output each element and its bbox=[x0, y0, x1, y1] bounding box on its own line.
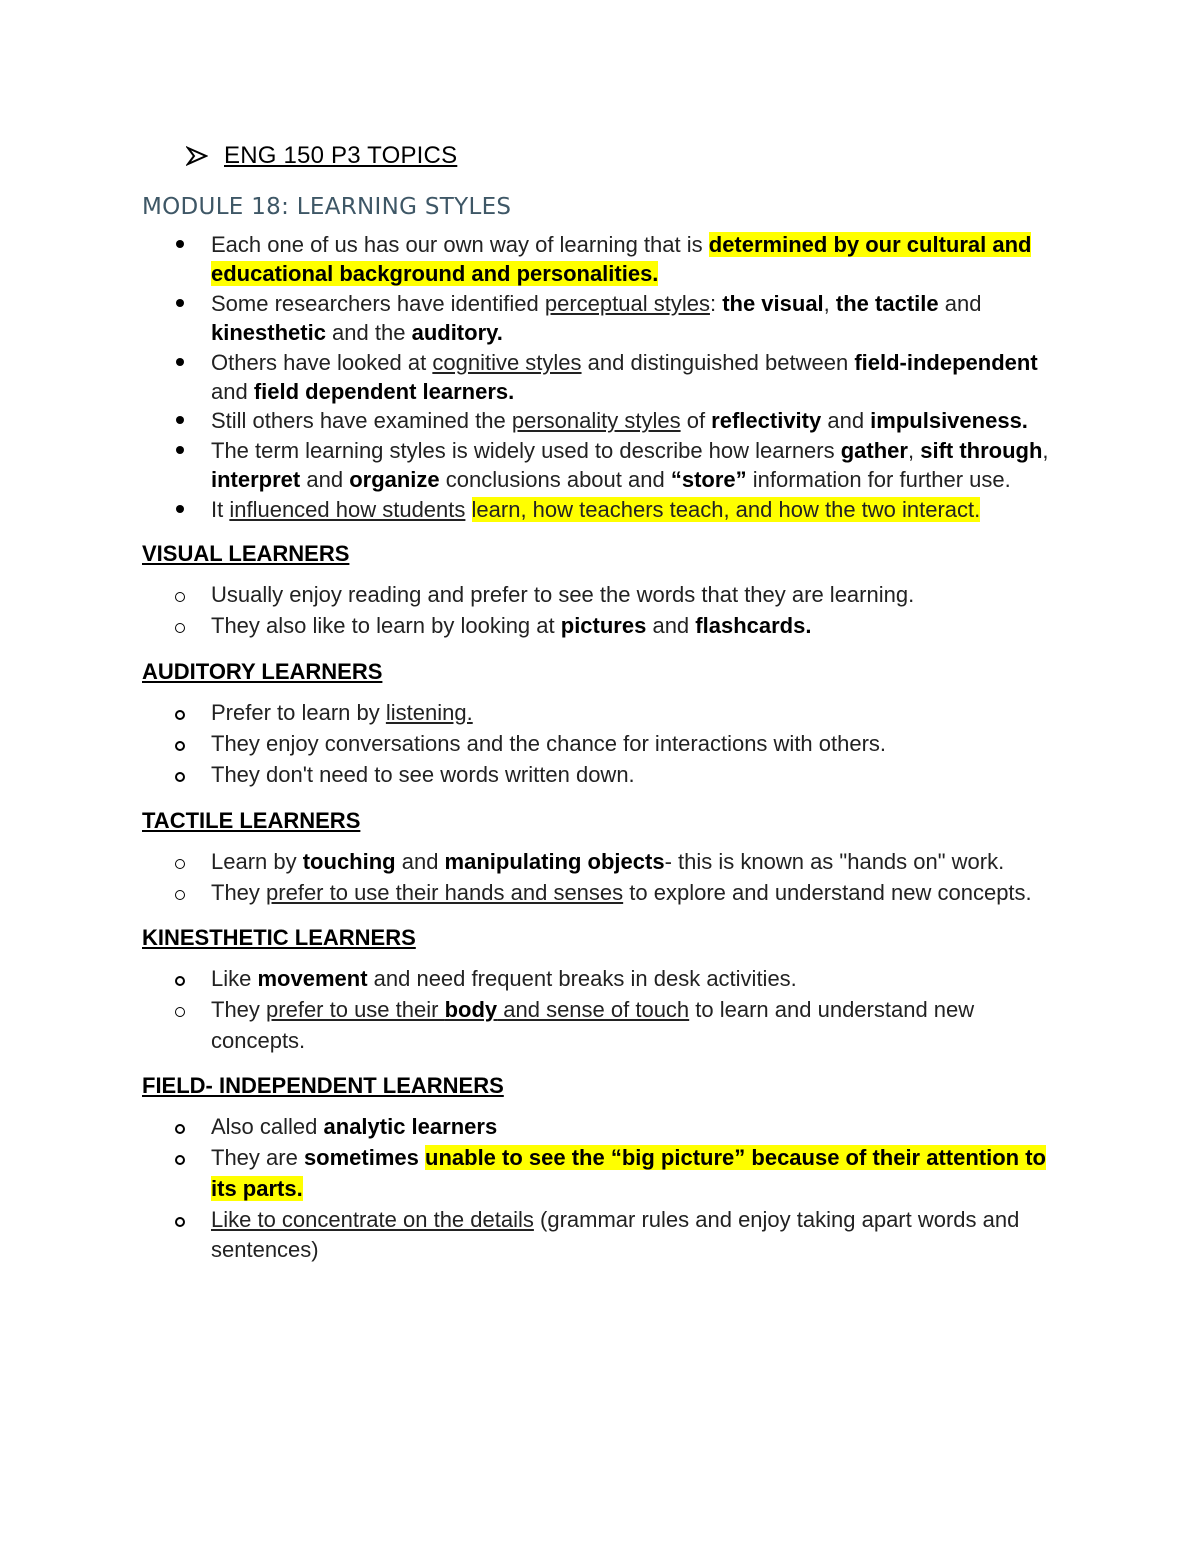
list-item bbox=[142, 1205, 1062, 1266]
text: and bbox=[646, 613, 696, 639]
underlined-text: influenced how students bbox=[229, 496, 466, 522]
bold-text: analytic learners bbox=[323, 1114, 498, 1140]
text: Like bbox=[211, 966, 258, 992]
bold-text: “store” bbox=[670, 467, 747, 493]
text: They enjoy conversations and the chance for interactions with others. bbox=[211, 730, 887, 756]
text: They are bbox=[211, 1145, 304, 1171]
filled-dot-icon bbox=[176, 358, 184, 366]
text: conclusions about and bbox=[439, 467, 671, 493]
text: They bbox=[211, 997, 267, 1023]
text: to learn and understand new concepts. bbox=[211, 997, 975, 1053]
text: Some researchers have identified bbox=[211, 290, 545, 316]
text: (grammar rules and enjoy taking apart words and sentences) bbox=[211, 1206, 1020, 1263]
bold-text: organize bbox=[349, 467, 440, 493]
filled-dot-icon bbox=[176, 505, 184, 513]
text: and bbox=[395, 848, 445, 874]
bold-text: kinesthetic bbox=[211, 320, 326, 346]
list-item bbox=[142, 495, 1062, 524]
hollow-circle-icon bbox=[175, 859, 185, 869]
section-heading-field-independent: FIELD- INDEPENDENT LEARNERS bbox=[142, 1073, 504, 1099]
hollow-circle-icon bbox=[175, 1217, 185, 1227]
hollow-circle-icon bbox=[175, 592, 185, 602]
hollow-circle-icon bbox=[175, 741, 185, 751]
tactile-list bbox=[142, 847, 1062, 909]
hollow-circle-icon bbox=[175, 710, 185, 720]
section-heading-visual: VISUAL LEARNERS bbox=[142, 541, 350, 567]
text: , bbox=[823, 290, 836, 316]
highlighted-text: determined by our cultural and educational background and personalities. bbox=[211, 232, 1032, 287]
text: information for further use. bbox=[746, 467, 1011, 493]
bold-text: field dependent learners. bbox=[253, 379, 515, 405]
list-item bbox=[142, 698, 1062, 728]
list-item bbox=[142, 878, 1062, 908]
underlined-text: prefer to use their hands and senses bbox=[266, 879, 624, 905]
document-title: ENG 150 P3 TOPICS bbox=[224, 142, 458, 169]
list-item bbox=[142, 580, 1062, 610]
list-item bbox=[142, 729, 1062, 759]
bold-text: auditory. bbox=[411, 320, 503, 346]
underlined-text: listening. bbox=[385, 699, 473, 725]
list-item bbox=[142, 406, 1062, 435]
section-heading-kinesthetic: KINESTHETIC LEARNERS bbox=[142, 925, 416, 951]
list-item bbox=[142, 1143, 1062, 1204]
bold-text: gather bbox=[840, 437, 908, 463]
bold-text: touching bbox=[302, 848, 396, 874]
text: , bbox=[1042, 437, 1049, 463]
filled-dot-icon bbox=[176, 240, 184, 248]
text: They bbox=[211, 879, 267, 905]
list-item bbox=[142, 230, 1062, 289]
list-item bbox=[142, 964, 1062, 994]
bold-text: flashcards. bbox=[695, 613, 812, 639]
underlined-text: Like to concentrate on the details bbox=[211, 1206, 534, 1232]
underlined-text: cognitive styles bbox=[432, 349, 582, 375]
bold-text: the tactile bbox=[835, 290, 939, 316]
underlined-text: personality styles bbox=[511, 408, 681, 434]
text: to explore and understand new concepts. bbox=[623, 879, 1032, 905]
hollow-circle-icon bbox=[175, 1155, 185, 1165]
text: and bbox=[211, 379, 254, 405]
text: and bbox=[938, 290, 982, 316]
text: It bbox=[211, 496, 230, 522]
bold-text: field-independent bbox=[854, 349, 1038, 375]
list-item bbox=[142, 289, 1062, 348]
list-item bbox=[142, 760, 1062, 790]
list-item bbox=[142, 847, 1062, 877]
hollow-circle-icon bbox=[175, 976, 185, 986]
text: Usually enjoy reading and prefer to see the words that they are learning. bbox=[211, 582, 915, 608]
filled-dot-icon bbox=[176, 299, 184, 307]
arrowhead-bullet-icon bbox=[186, 145, 208, 167]
bold-underlined-text: body bbox=[444, 997, 498, 1023]
text: Prefer to learn by bbox=[211, 699, 386, 725]
list-item bbox=[142, 436, 1062, 495]
text: and bbox=[821, 408, 871, 434]
document-page bbox=[142, 138, 1062, 1267]
text: Each one of us has our own way of learning that is bbox=[211, 232, 709, 257]
text: Learn by bbox=[211, 848, 303, 874]
bold-text: sometimes bbox=[303, 1145, 419, 1171]
highlighted-text: unable to see the “big picture” because of their attention to its parts. bbox=[211, 1145, 1046, 1201]
hollow-circle-icon bbox=[175, 1124, 185, 1134]
underlined-text: and sense of touch bbox=[497, 997, 690, 1023]
auditory-list bbox=[142, 698, 1062, 791]
field-independent-list bbox=[142, 1112, 1062, 1265]
list-item bbox=[142, 611, 1062, 641]
hollow-circle-icon bbox=[175, 623, 185, 633]
section-heading-auditory: AUDITORY LEARNERS bbox=[142, 658, 383, 684]
text: Others have looked at bbox=[211, 349, 433, 375]
section-heading-tactile: TACTILE LEARNERS bbox=[142, 807, 361, 833]
underlined-text: prefer to use their bbox=[266, 997, 445, 1023]
list-item bbox=[142, 1112, 1062, 1142]
bold-text: sift through bbox=[920, 437, 1043, 463]
text: The term learning styles is widely used to describe how learners bbox=[211, 437, 841, 463]
text: of bbox=[680, 408, 712, 434]
bold-text: pictures bbox=[560, 613, 647, 639]
highlighted-text: learn, how teachers teach, and how the two interact. bbox=[471, 496, 981, 522]
hollow-circle-icon bbox=[175, 1007, 185, 1017]
text: and the bbox=[325, 320, 412, 346]
hollow-circle-icon bbox=[175, 772, 185, 782]
bold-text: manipulating objects bbox=[444, 848, 665, 874]
list-item bbox=[142, 995, 1062, 1056]
underlined-text: perceptual styles bbox=[544, 290, 710, 316]
bold-text: the visual bbox=[722, 290, 824, 316]
text: They also like to learn by looking at bbox=[211, 613, 561, 639]
title-row bbox=[186, 138, 1062, 174]
visual-list bbox=[142, 580, 1062, 642]
bold-text: impulsiveness. bbox=[870, 408, 1028, 434]
text: Also called bbox=[211, 1114, 324, 1140]
text: and need frequent breaks in desk activities. bbox=[367, 966, 797, 992]
text bbox=[465, 497, 471, 522]
bold-text: interpret bbox=[211, 467, 301, 493]
kinesthetic-list bbox=[142, 964, 1062, 1056]
module-heading: MODULE 18: LEARNING STYLES bbox=[142, 194, 512, 220]
hollow-circle-icon bbox=[175, 890, 185, 900]
text: Still others have examined the bbox=[211, 408, 512, 434]
bold-text: movement bbox=[257, 966, 368, 992]
text: - this is known as "hands on" work. bbox=[664, 848, 1005, 874]
list-item bbox=[142, 348, 1062, 407]
text: and distinguished between bbox=[581, 349, 855, 375]
text: : bbox=[709, 290, 723, 316]
filled-dot-icon bbox=[176, 446, 184, 454]
text: They don't need to see words written down. bbox=[211, 762, 635, 788]
text: and bbox=[300, 467, 350, 493]
text: , bbox=[907, 437, 921, 463]
intro-bullet-list bbox=[142, 230, 1062, 524]
filled-dot-icon bbox=[176, 416, 184, 424]
bold-text: reflectivity bbox=[711, 408, 822, 434]
